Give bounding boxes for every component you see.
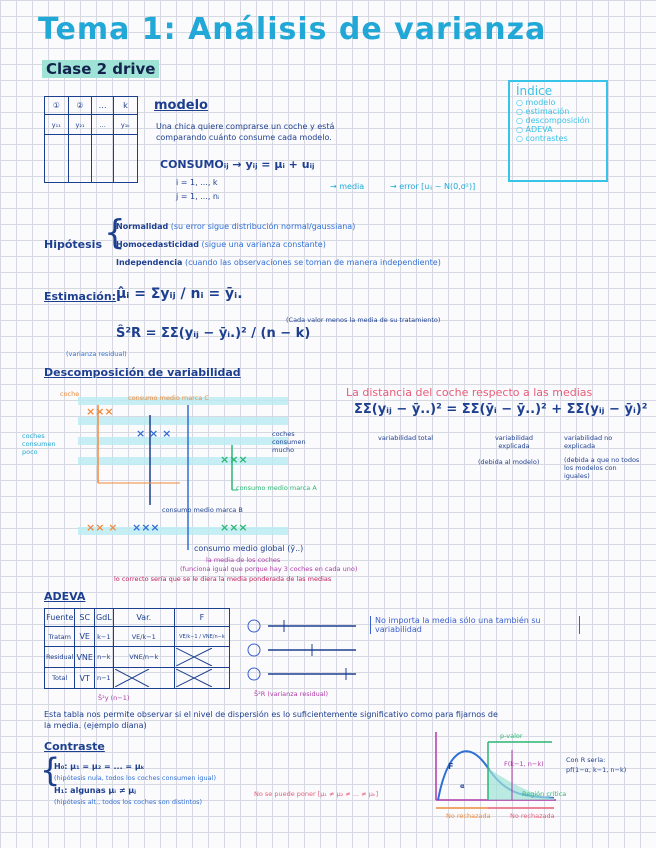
global-note: la media de los coches bbox=[206, 556, 281, 564]
adeva-cell: Tratam bbox=[45, 627, 75, 647]
page-title: Tema 1: Análisis de varianza bbox=[38, 12, 547, 47]
error-label: → error [uᵢⱼ ~ N(0,σ²)] bbox=[390, 182, 476, 191]
estimacion-formula: μ̂ᵢ = Σyᵢⱼ / nᵢ = ȳᵢ. bbox=[116, 286, 243, 302]
adeva-header: Fuente bbox=[45, 609, 75, 627]
fk-label: F(k−1, n−k) bbox=[504, 760, 544, 768]
media-label: → media bbox=[330, 182, 365, 191]
index-item[interactable]: ○ estimación bbox=[516, 107, 570, 116]
rejection-label: Región crítica bbox=[522, 790, 567, 798]
hipotesis-item: Independencia (cuando las observaciones se toman de manera independiente) bbox=[116, 258, 441, 267]
data-grid bbox=[44, 96, 138, 183]
global-note: (funciona igual que porque hay 3 coches en cada uno) bbox=[180, 565, 358, 573]
adeva-cell: VE/k−1 bbox=[113, 627, 174, 647]
index-box bbox=[508, 80, 608, 182]
sy-label: Ŝ²y (n−1) bbox=[98, 694, 130, 702]
grid-cell: y₁ₖ bbox=[113, 115, 137, 135]
svg-text:× × ×: × × × bbox=[136, 427, 172, 440]
h0-note: (hipótesis nula, todos los coches consumen igual) bbox=[54, 774, 216, 782]
adeva-table bbox=[44, 608, 230, 689]
svg-text:×××: ××× bbox=[86, 405, 114, 418]
h1-formula: H₁: algunas μᵢ ≠ μⱼ bbox=[54, 786, 136, 795]
coches-left-label: coches consumen poco bbox=[22, 432, 56, 456]
adeva-cell: n−k bbox=[94, 647, 113, 668]
adeva-cell: VT bbox=[75, 668, 95, 689]
h1-note: (hipótesis alt., todos los coches son distintos) bbox=[54, 798, 203, 806]
hipotesis-item: Homocedasticidad (sigue una varianza constante) bbox=[116, 240, 326, 249]
grid-cell: y₁₁ bbox=[45, 115, 69, 135]
residual-label: (varianza residual) bbox=[66, 350, 127, 358]
index-title: Índice bbox=[516, 84, 553, 98]
brace-icon: { bbox=[40, 751, 61, 789]
sr-label: Ŝ²R (varianza residual) bbox=[254, 690, 329, 698]
marca-b-label: consumo medio marca B bbox=[162, 506, 243, 514]
contraste-heading: Contraste bbox=[44, 740, 105, 753]
grid-cell: ② bbox=[68, 97, 92, 115]
index-item[interactable]: ○ contrastes bbox=[516, 134, 568, 143]
svg-text:×××: ××× bbox=[132, 521, 160, 534]
h1-arrow-note: No se puede poner [μ₁ ≠ μ₂ ≠ ... ≠ μₖ] bbox=[254, 790, 379, 798]
grid-cell: … bbox=[92, 97, 114, 115]
grid-cell: ① bbox=[45, 97, 69, 115]
modelo-desc: comparando cuánto consume cada modelo. bbox=[156, 133, 332, 142]
adeva-cell: Total bbox=[45, 668, 75, 689]
f-distribution-diagram bbox=[428, 728, 560, 824]
grid-cell: y₂₁ bbox=[68, 115, 92, 135]
explained-label: variabilidad explicada bbox=[494, 434, 534, 450]
svg-text:×××: ××× bbox=[220, 521, 248, 534]
decomposition-equation: ΣΣ(yᵢⱼ − ȳ..)² = ΣΣ(ȳᵢ − ȳ..)² + ΣΣ(yᵢⱼ − ȳᵢ)² bbox=[354, 402, 648, 417]
modelo-heading: modelo bbox=[154, 98, 208, 113]
rejected-label: No rechazada bbox=[510, 812, 555, 820]
adeva-cell: Residual bbox=[45, 647, 75, 668]
grid-cell: … bbox=[92, 115, 114, 135]
pvalor-label: p-valor bbox=[500, 732, 523, 740]
descomposicion-heading: Descomposición de variabilidad bbox=[44, 366, 241, 379]
adeva-cell-crossed bbox=[113, 668, 174, 689]
coches-right-label: coches consumen mucho bbox=[272, 430, 306, 454]
global-note: lo correcto sería que se le diera la media ponderada de las medias bbox=[114, 575, 332, 583]
hipotesis-item: Normalidad (su error sigue distribución normal/gaussiana) bbox=[116, 222, 356, 231]
index-item[interactable]: ○ ADEVA bbox=[516, 125, 553, 134]
adeva-cell-crossed bbox=[174, 647, 229, 668]
marca-a-label: consumo medio marca A bbox=[236, 484, 317, 492]
adeva-cell: VE bbox=[75, 627, 95, 647]
alpha-label: α bbox=[460, 782, 465, 790]
hipotesis-label: Hipótesis bbox=[44, 238, 102, 251]
explained-note: (debida al modelo) bbox=[478, 458, 540, 466]
index-item[interactable]: ○ modelo bbox=[516, 98, 556, 107]
adeva-cell-crossed bbox=[174, 668, 229, 689]
svg-text:×××: ××× bbox=[220, 453, 248, 466]
estimacion-label: Estimación: bbox=[44, 290, 117, 303]
marca-c-label: consumo medio marca C bbox=[128, 394, 209, 402]
page-subtitle: Clase 2 drive bbox=[42, 60, 159, 78]
global-label: consumo medio global (ȳ..) bbox=[194, 544, 304, 553]
adeva-note: No importa la media sólo una también su variabilidad bbox=[370, 616, 580, 634]
adeva-cell: VE/k−1 / VNE/n−k bbox=[174, 627, 229, 647]
adeva-cell: VNE bbox=[75, 647, 95, 668]
adeva-header: SC bbox=[75, 609, 95, 627]
accepted-label: No rechazada bbox=[446, 812, 491, 820]
estimacion-note: (Cada valor menos la media de su tratamiento) bbox=[286, 316, 441, 324]
adeva-cell: VNE/n−k bbox=[113, 647, 174, 668]
adeva-cell: k−1 bbox=[94, 627, 113, 647]
modelo-desc: Una chica quiere comprarse un coche y está bbox=[156, 122, 335, 131]
adeva-conclusion: la media. (ejemplo diana) bbox=[44, 721, 147, 730]
residual-formula: Ŝ²R = ΣΣ(yᵢⱼ − ȳᵢ.)² / (n − k) bbox=[116, 326, 311, 341]
unexplained-label: variabilidad no explicada bbox=[564, 434, 613, 450]
unexplained-note: (debida a que no todos los modelos con iguales) bbox=[564, 456, 640, 480]
r-note: Con R sería: bbox=[566, 756, 606, 764]
grid-cell: k bbox=[113, 97, 137, 115]
adeva-header: F bbox=[174, 609, 229, 627]
h0-formula: H₀: μ₁ = μ₂ = ... = μₖ bbox=[54, 762, 145, 771]
coche-label: coche bbox=[60, 390, 80, 398]
index-item[interactable]: ○ descomposición bbox=[516, 116, 590, 125]
modelo-j-range: j = 1, ..., nᵢ bbox=[176, 192, 220, 201]
distance-title: La distancia del coche respecto a las medias bbox=[346, 386, 593, 399]
adeva-cell: n−1 bbox=[94, 668, 113, 689]
modelo-formula: CONSUMOᵢⱼ → yᵢⱼ = μᵢ + uᵢⱼ bbox=[160, 158, 315, 171]
adeva-header: GdL bbox=[94, 609, 113, 627]
modelo-i-range: i = 1, ..., k bbox=[176, 178, 218, 187]
svg-text:×× ×: ×× × bbox=[86, 521, 118, 534]
adeva-heading: ADEVA bbox=[44, 590, 86, 603]
adeva-conclusion: Esta tabla nos permite observar si el nivel de dispersión es lo suficientemente significativo como para fijarnos de bbox=[44, 710, 498, 719]
f-label: F bbox=[448, 762, 454, 771]
total-label: variabilidad total bbox=[378, 434, 433, 442]
variability-diagram bbox=[20, 385, 370, 585]
dispersion-lines bbox=[246, 618, 366, 682]
adeva-header: Var. bbox=[113, 609, 174, 627]
brace-icon: { bbox=[104, 213, 126, 253]
r-note: pf(1−α, k−1, n−k) bbox=[566, 766, 627, 774]
